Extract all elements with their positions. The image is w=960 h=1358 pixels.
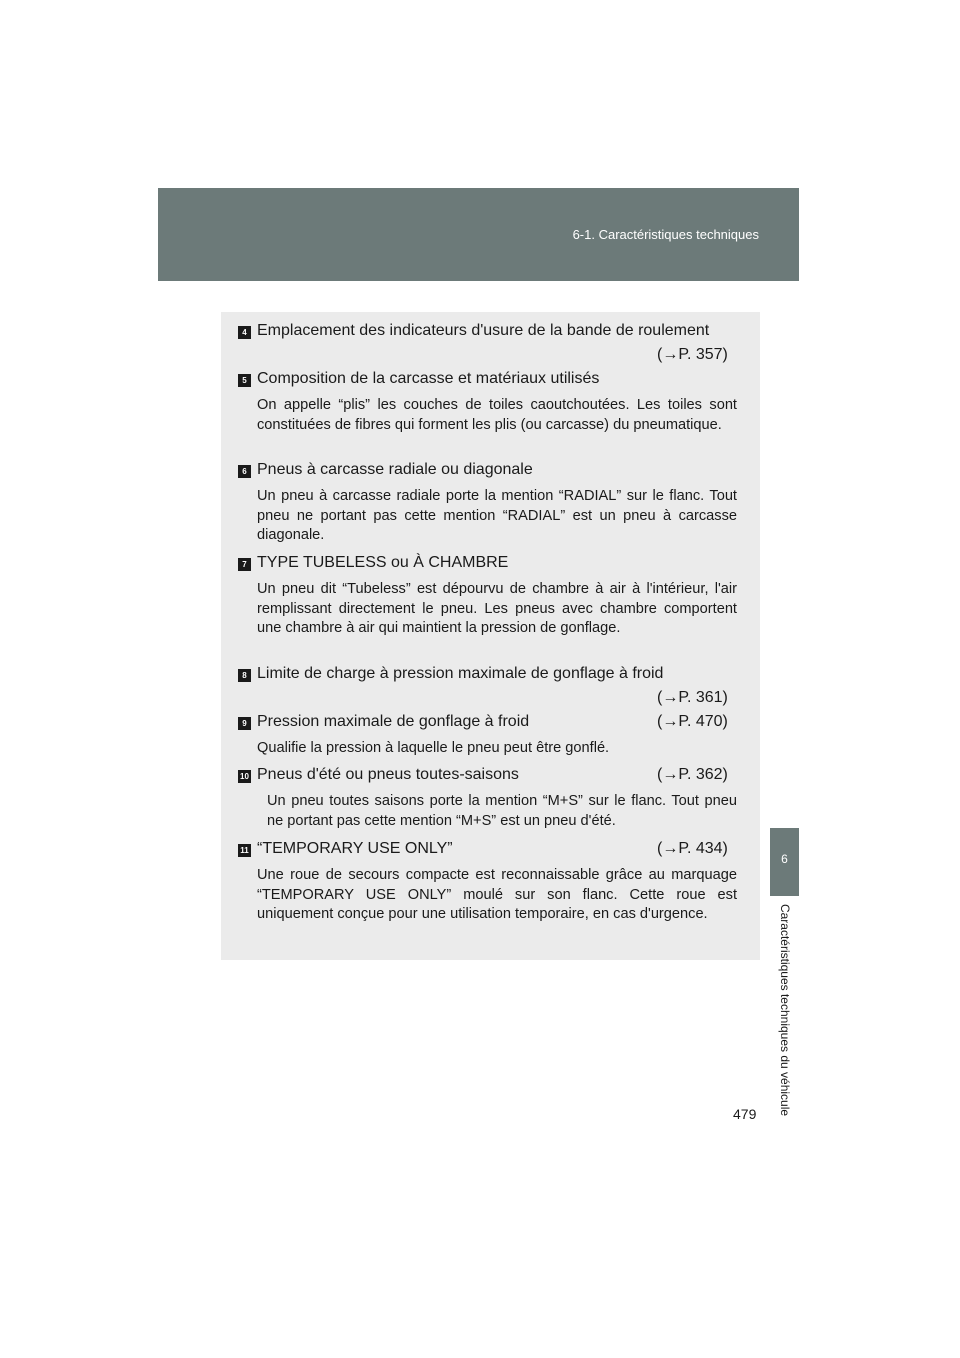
page-reference[interactable]: (→P. 470)	[657, 713, 728, 730]
item-title: Limite de charge à pression maximale de gonflage à froid	[257, 665, 664, 682]
item-title: Composition de la carcasse et matériaux utilisés	[257, 370, 600, 387]
page-reference[interactable]: (→P. 357)	[657, 346, 728, 363]
list-item	[221, 766, 760, 836]
chapter-number: 6	[781, 852, 788, 866]
page-reference[interactable]: (→P. 362)	[657, 766, 728, 783]
list-item	[221, 322, 760, 372]
page-reference[interactable]: (→P. 361)	[657, 689, 728, 706]
section-header	[158, 188, 799, 281]
item-description: On appelle “plis” les couches de toiles caoutchoutées. Les toiles sont constituées de fibres qui forment les plis (ou carcasse) du pneumatique.	[257, 397, 737, 433]
item-number-badge: 8	[238, 669, 251, 682]
list-item	[221, 665, 760, 715]
chapter-label: Caractéristiques techniques du véhicule	[778, 903, 792, 1117]
item-number-badge: 6	[238, 465, 251, 478]
item-title: Pneus d'été ou pneus toutes-saisons	[257, 766, 519, 783]
item-number-badge: 9	[238, 717, 251, 730]
item-number-badge: 11	[238, 844, 251, 857]
list-item	[221, 554, 760, 664]
chapter-tab	[770, 828, 799, 896]
item-description: Un pneu toutes saisons porte la mention “M+S” sur le flanc. Tout pneu ne portant pas cette mention “M+S” est un pneu d'été.	[267, 793, 737, 829]
tire-info-panel	[221, 312, 760, 960]
item-title: Emplacement des indicateurs d'usure de la bande de roulement	[257, 322, 710, 339]
item-number-badge: 4	[238, 326, 251, 339]
item-description: Un pneu à carcasse radiale porte la mention “RADIAL” sur le flanc. Tout pneu ne portant pas cette mention “RADIAL” est un pneu à carcasse diagonale.	[257, 488, 737, 543]
item-title: Pneus à carcasse radiale ou diagonale	[257, 461, 533, 478]
page-reference[interactable]: (→P. 434)	[657, 840, 728, 857]
item-number-badge: 10	[238, 770, 251, 783]
list-item	[221, 840, 760, 950]
list-item	[221, 461, 760, 551]
item-number-badge: 5	[238, 374, 251, 387]
item-description: Une roue de secours compacte est reconnaissable grâce au marquage “TEMPORARY USE ONLY” moulé sur son flanc. Cette roue est uniquement conçue pour une utilisation temporaire, en cas d'urgence.	[257, 867, 737, 922]
section-title: 6-1. Caractéristiques techniques	[572, 227, 759, 242]
item-description: Qualifie la pression à laquelle le pneu peut être gonflé.	[257, 740, 610, 756]
list-item	[221, 713, 760, 763]
item-description: Un pneu dit “Tubeless” est dépourvu de chambre à air à l'intérieur, l'air remplissant directement le pneu. Les pneus avec chambre comportent une chambre à air qui maintient la pression de gonflage.	[257, 581, 737, 636]
item-title: Pression maximale de gonflage à froid	[257, 713, 530, 730]
item-number-badge: 7	[238, 558, 251, 571]
item-title: “TEMPORARY USE ONLY”	[257, 840, 453, 857]
item-title: TYPE TUBELESS ou À CHAMBRE	[257, 554, 509, 571]
list-item	[221, 370, 760, 470]
page-number: 479	[733, 1106, 757, 1122]
